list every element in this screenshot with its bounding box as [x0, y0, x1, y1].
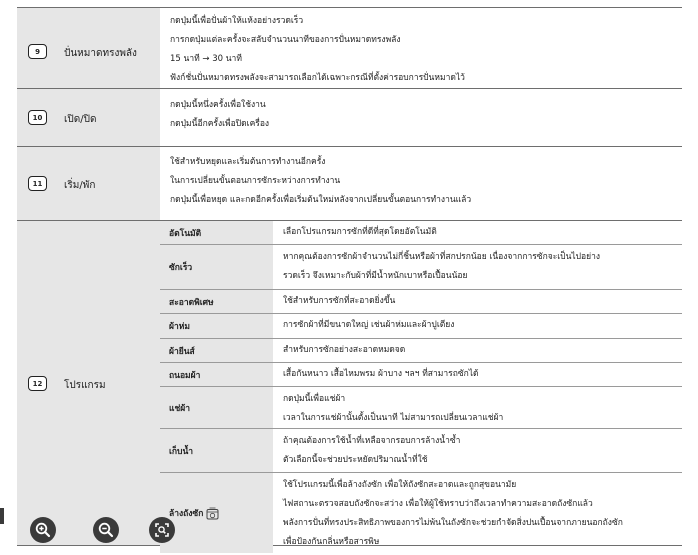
- fit-screen-button[interactable]: [149, 517, 175, 543]
- row-label: โปรแกรม: [64, 380, 106, 391]
- program-row: [160, 429, 682, 473]
- description-line: ตัวเลือกนี้จะช่วยประหยัดปริมาณน้ำที่ใช้: [283, 455, 428, 465]
- table-row: [17, 147, 682, 221]
- program-name: เก็บน้ำ: [160, 429, 273, 472]
- description-line: เสื้อกันหนาว เสื้อไหมพรม ผ้าบาง ฯลฯ ที่สามารถซักได้: [283, 369, 479, 379]
- program-name: ซักเร็ว: [160, 245, 273, 289]
- program-name: อัตโนมัติ: [160, 221, 273, 244]
- description-line: รวดเร็ว จึงเหมาะกับผ้าที่มีน้ำหนักเบาหรือเปื้อนน้อย: [283, 271, 468, 281]
- zoom-out-icon: [98, 522, 114, 538]
- program-name: ผ้าห่ม: [160, 314, 273, 338]
- description-line: ในการเปลี่ยนขั้นตอนการซักระหว่างการทำงาน: [170, 176, 341, 186]
- zoom-in-icon: [35, 522, 51, 538]
- description-line: พลังการปั่นที่ทรงประสิทธิภาพของการไม่พ้นในถังซักจะช่วยกำจัดสิ่งปนเปื้อนจากภายนอกถังซัก: [283, 518, 623, 528]
- program-row: [160, 245, 682, 290]
- table-row: [17, 89, 682, 147]
- row-description: [160, 8, 682, 88]
- description-line: ฟังก์ชั่นปั่นหมาดทรงพลังจะสามารถเลือกได้เฉพาะกรณีที่ตั้งค่ารอบการปั่นหมาดไว้: [170, 73, 465, 83]
- program-row: [160, 363, 682, 387]
- program-name-cell: [160, 473, 273, 553]
- program-description: [273, 221, 682, 244]
- description-line: กดปุ่มนี้อีกครั้งเพื่อปิดเครื่อง: [170, 119, 270, 129]
- description-line: เวลาในการแช่ผ้านั้นตั้งเป็นนาที ไม่สามารถเปลี่ยนเวลาแช่ผ้า: [283, 413, 504, 423]
- scrollbar-edge[interactable]: [0, 508, 4, 524]
- program-description: [273, 363, 682, 386]
- number-badge: 11: [28, 176, 47, 191]
- description-line: ใช้สำหรับการซักที่สะอาดยิ่งขึ้น: [283, 296, 396, 306]
- description-line: การซักผ้าที่มีขนาดใหญ่ เช่นผ้าห่มและผ้าปูเตียง: [283, 320, 455, 330]
- feature-table: [17, 7, 682, 546]
- description-line: เพื่อป้องกันกลิ่นหรือสารพิษ: [283, 537, 380, 547]
- program-name: ล้างถังซัก: [169, 509, 204, 519]
- tub-clean-icon: [206, 507, 219, 520]
- description-line: กดปุ่มนี้เพื่อปั่นผ้าให้แห้งอย่างรวดเร็ว: [170, 16, 304, 26]
- row-label: ปั่นหมาดทรงพลัง: [64, 48, 137, 59]
- program-row: [160, 339, 682, 363]
- program-subtable: [160, 221, 682, 545]
- description-line: กดปุ่มนี้เพื่อหยุด และกดอีกครั้งเพื่อเริ่มต้นใหม่หลังจากเปลี่ยนขั้นตอนการทำงานแล้ว: [170, 195, 472, 205]
- row-label-cell: [17, 89, 160, 146]
- row-label-cell: [17, 8, 160, 88]
- program-description: [273, 473, 682, 553]
- description-line: กดปุ่มนี้เพื่อแช่ผ้า: [283, 394, 346, 404]
- program-row: [160, 314, 682, 339]
- description-line: 15 นาที → 30 นาที: [170, 54, 242, 64]
- table-row: [17, 8, 682, 89]
- program-row: [160, 290, 682, 314]
- row-description: [160, 147, 682, 220]
- row-label: เปิด/ปิด: [64, 114, 97, 125]
- description-line: เลือกโปรแกรมการซักที่ดีที่สุดโดยอัตโนมัติ: [283, 227, 437, 237]
- number-badge: 9: [28, 44, 47, 59]
- row-label-cell: [17, 221, 160, 545]
- description-line: ใช้โปรแกรมนี้เพื่อล้างถังซัก เพื่อให้ถังซักสะอาดและถูกสุขอนามัย: [283, 480, 517, 490]
- row-description: [160, 89, 682, 146]
- zoom-out-button[interactable]: [93, 517, 119, 543]
- program-name: แช่ผ้า: [160, 387, 273, 428]
- description-line: สำหรับการซักอย่างสะอาดหมดจด: [283, 345, 406, 355]
- number-badge: 10: [28, 110, 47, 125]
- description-line: กดปุ่มนี้หนึ่งครั้งเพื่อใช้งาน: [170, 100, 266, 110]
- program-description: [273, 290, 682, 313]
- program-row: [160, 221, 682, 245]
- description-line: ใช้สำหรับหยุดและเริ่มต้นการทำงานอีกครั้ง: [170, 157, 326, 167]
- program-description: [273, 429, 682, 472]
- program-name: ถนอมผ้า: [160, 363, 273, 386]
- program-description: [273, 339, 682, 362]
- program-name: สะอาดพิเศษ: [160, 290, 273, 313]
- program-row: [160, 473, 682, 553]
- program-description: [273, 314, 682, 338]
- table-row-programs: [17, 221, 682, 546]
- program-description: [273, 245, 682, 289]
- description-line: หากคุณต้องการซักผ้าจำนวนไม่กี่ชิ้นหรือผ้าที่สกปรกน้อย เนื่องจากการซักจะเป็นไปอย่าง: [283, 252, 601, 262]
- program-name: ผ้ายีนส์: [160, 339, 273, 362]
- description-line: การกดปุ่มแต่ละครั้งจะสลับจำนวนนาทีของการปั่นหมาดทรงพลัง: [170, 35, 401, 45]
- row-label-cell: [17, 147, 160, 220]
- program-row: [160, 387, 682, 429]
- description-line: ไฟสถานะตรวจสอบถังซักจะสว่าง เพื่อให้ผู้ใช้ทราบว่าถึงเวลาทำความสะอาดถังซักแล้ว: [283, 499, 593, 509]
- zoom-in-button[interactable]: [30, 517, 56, 543]
- number-badge: 12: [28, 376, 47, 391]
- row-label: เริ่ม/พัก: [64, 180, 96, 191]
- description-line: ถ้าคุณต้องการใช้น้ำที่เหลือจากรอบการล้างน้ำซ้ำ: [283, 436, 461, 446]
- program-description: [273, 387, 682, 428]
- fit-screen-icon: [154, 522, 170, 538]
